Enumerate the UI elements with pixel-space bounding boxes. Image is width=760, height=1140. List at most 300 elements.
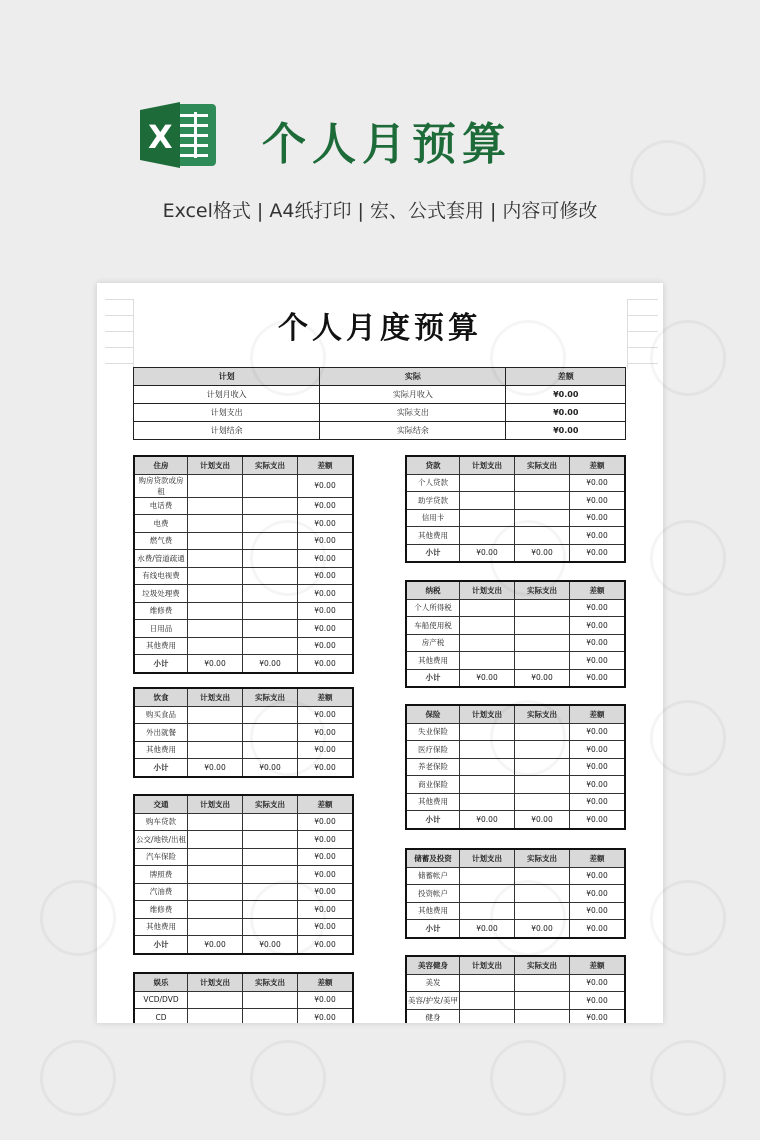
item-label: 其他费用 xyxy=(406,793,460,811)
column-header: 差额 xyxy=(298,688,354,706)
actual-cell[interactable] xyxy=(515,474,570,492)
item-label: 维修费 xyxy=(134,602,188,620)
item-label: 其他费用 xyxy=(134,741,188,759)
planned-cell[interactable] xyxy=(460,741,515,759)
item-label: 个人所得税 xyxy=(406,599,460,617)
actual-cell[interactable] xyxy=(515,509,570,527)
planned-cell[interactable] xyxy=(188,497,243,515)
column-header: 计划支出 xyxy=(460,581,515,599)
actual-cell[interactable] xyxy=(515,867,570,885)
actual-cell[interactable] xyxy=(243,706,298,724)
planned-cell[interactable] xyxy=(460,723,515,741)
actual-cell[interactable] xyxy=(515,599,570,617)
actual-cell[interactable] xyxy=(243,602,298,620)
actual-cell[interactable] xyxy=(243,848,298,866)
actual-cell[interactable] xyxy=(243,497,298,515)
subtotal-cell[interactable]: ¥0.00 xyxy=(515,669,570,687)
subtotal-row xyxy=(406,811,625,829)
diff-cell[interactable]: ¥0.00 xyxy=(298,620,354,638)
table-row xyxy=(134,422,626,440)
actual-cell[interactable] xyxy=(243,918,298,936)
planned-cell[interactable] xyxy=(460,793,515,811)
category-name: 饮食 xyxy=(134,688,188,706)
table-row xyxy=(134,866,353,884)
planned-cell[interactable] xyxy=(188,532,243,550)
actual-cell[interactable] xyxy=(515,902,570,920)
table-row xyxy=(134,901,353,919)
diff-cell[interactable]: ¥0.00 xyxy=(298,991,354,1009)
item-label: 房产税 xyxy=(406,634,460,652)
subtotal-cell[interactable]: ¥0.00 xyxy=(570,811,626,829)
planned-cell[interactable] xyxy=(188,883,243,901)
diff-cell[interactable]: ¥0.00 xyxy=(570,652,626,670)
item-label: 投资帐户 xyxy=(406,885,460,903)
subtotal-label: 小计 xyxy=(406,811,460,829)
column-header: 计划支出 xyxy=(460,456,515,474)
table-row xyxy=(134,585,353,603)
subtotal-cell[interactable]: ¥0.00 xyxy=(515,544,570,562)
watermark-mark xyxy=(24,1024,131,1131)
planned-cell[interactable] xyxy=(188,918,243,936)
excel-logo-icon xyxy=(140,100,218,170)
column-header: 差额 xyxy=(298,456,354,474)
actual-cell[interactable] xyxy=(243,567,298,585)
watermark-mark xyxy=(474,1024,581,1131)
diff-cell[interactable]: ¥0.00 xyxy=(298,1009,354,1024)
actual-cell[interactable] xyxy=(515,634,570,652)
diff-cell[interactable]: ¥0.00 xyxy=(298,602,354,620)
diff-cell[interactable]: ¥0.00 xyxy=(298,550,354,568)
planned-cell[interactable] xyxy=(460,599,515,617)
planned-cell[interactable] xyxy=(460,634,515,652)
diff-cell[interactable]: ¥0.00 xyxy=(298,515,354,533)
budget-table-left-2 xyxy=(133,794,354,955)
table-row xyxy=(134,1009,353,1024)
item-label: 其他费用 xyxy=(406,902,460,920)
actual-cell[interactable] xyxy=(243,1009,298,1024)
item-label: 电话费 xyxy=(134,497,188,515)
planned-cell[interactable] xyxy=(460,974,515,992)
table-row xyxy=(406,1009,625,1023)
diff-cell[interactable]: ¥0.00 xyxy=(298,831,354,849)
actual-cell[interactable] xyxy=(515,617,570,635)
table-row xyxy=(406,758,625,776)
item-label: 其他费用 xyxy=(134,918,188,936)
diff-cell[interactable]: ¥0.00 xyxy=(570,509,626,527)
category-name: 美容健身 xyxy=(406,956,460,974)
actual-cell[interactable] xyxy=(243,741,298,759)
summary-header: 差额 xyxy=(506,368,626,386)
diff-cell[interactable]: ¥0.00 xyxy=(570,617,626,635)
table-row xyxy=(406,492,625,510)
column-header: 差额 xyxy=(298,795,354,813)
diff-cell[interactable]: ¥0.00 xyxy=(298,883,354,901)
item-label: 维修费 xyxy=(134,901,188,919)
table-row xyxy=(406,652,625,670)
budget-table-left-1 xyxy=(133,687,354,778)
planned-cell[interactable] xyxy=(460,885,515,903)
table-row xyxy=(134,883,353,901)
table-row xyxy=(406,885,625,903)
item-label: 外出就餐 xyxy=(134,724,188,742)
table-row xyxy=(134,741,353,759)
planned-cell[interactable] xyxy=(188,637,243,655)
actual-cell[interactable] xyxy=(243,532,298,550)
item-label: 车船使用税 xyxy=(406,617,460,635)
diff-cell[interactable]: ¥0.00 xyxy=(298,724,354,742)
subtotal-row xyxy=(406,544,625,562)
actual-cell[interactable] xyxy=(243,474,298,497)
diff-cell[interactable]: ¥0.00 xyxy=(570,974,626,992)
column-header: 实际支出 xyxy=(243,795,298,813)
summary-cell[interactable]: ¥0.00 xyxy=(506,404,626,422)
summary-cell[interactable]: 实际支出 xyxy=(320,404,506,422)
actual-cell[interactable] xyxy=(243,637,298,655)
column-header: 实际支出 xyxy=(243,456,298,474)
table-row xyxy=(134,567,353,585)
summary-table xyxy=(133,367,626,440)
table-row xyxy=(134,474,353,497)
column-header: 计划支出 xyxy=(188,795,243,813)
table-row xyxy=(406,474,625,492)
diff-cell[interactable]: ¥0.00 xyxy=(298,918,354,936)
planned-cell[interactable] xyxy=(460,1009,515,1023)
actual-cell[interactable] xyxy=(243,515,298,533)
subtotal-cell[interactable]: ¥0.00 xyxy=(515,811,570,829)
subtotal-row xyxy=(134,655,353,673)
diff-cell[interactable]: ¥0.00 xyxy=(298,532,354,550)
item-label: 电费 xyxy=(134,515,188,533)
diff-cell[interactable]: ¥0.00 xyxy=(570,867,626,885)
actual-cell[interactable] xyxy=(243,585,298,603)
table-row xyxy=(134,831,353,849)
actual-cell[interactable] xyxy=(515,992,570,1010)
planned-cell[interactable] xyxy=(188,706,243,724)
subtotal-cell[interactable]: ¥0.00 xyxy=(298,936,354,954)
diff-cell[interactable]: ¥0.00 xyxy=(298,866,354,884)
summary-header: 计划 xyxy=(134,368,320,386)
subtotal-cell[interactable]: ¥0.00 xyxy=(243,759,298,777)
table-row xyxy=(406,617,625,635)
table-row xyxy=(134,386,626,404)
actual-cell[interactable] xyxy=(243,724,298,742)
diff-cell[interactable]: ¥0.00 xyxy=(570,527,626,545)
category-name: 贷款 xyxy=(406,456,460,474)
item-label: 医疗保险 xyxy=(406,741,460,759)
planned-cell[interactable] xyxy=(188,848,243,866)
diff-cell[interactable]: ¥0.00 xyxy=(298,474,354,497)
diff-cell[interactable]: ¥0.00 xyxy=(570,885,626,903)
planned-cell[interactable] xyxy=(188,515,243,533)
budget-table-right-1 xyxy=(405,580,626,688)
subtotal-label: 小计 xyxy=(406,544,460,562)
budget-table-right-3 xyxy=(405,848,626,939)
header xyxy=(0,0,760,270)
subtotal-cell[interactable]: ¥0.00 xyxy=(570,544,626,562)
subtotal-label: 小计 xyxy=(134,759,188,777)
planned-cell[interactable] xyxy=(460,758,515,776)
item-label: 信用卡 xyxy=(406,509,460,527)
table-row xyxy=(134,620,353,638)
summary-cell[interactable]: 实际结余 xyxy=(320,422,506,440)
diff-cell[interactable]: ¥0.00 xyxy=(570,599,626,617)
watermark-mark xyxy=(634,1024,741,1131)
item-label: 个人贷款 xyxy=(406,474,460,492)
item-label: 汽车保险 xyxy=(134,848,188,866)
budget-table-right-0 xyxy=(405,455,626,563)
category-name: 交通 xyxy=(134,795,188,813)
category-name: 娱乐 xyxy=(134,973,188,991)
table-row xyxy=(406,741,625,759)
planned-cell[interactable] xyxy=(188,585,243,603)
table-row xyxy=(406,599,625,617)
table-row xyxy=(134,813,353,831)
subtotal-cell[interactable]: ¥0.00 xyxy=(460,544,515,562)
column-header: 实际支出 xyxy=(243,688,298,706)
subtotal-label: 小计 xyxy=(134,936,188,954)
item-label: 垃圾处理费 xyxy=(134,585,188,603)
planned-cell[interactable] xyxy=(460,617,515,635)
column-header: 计划支出 xyxy=(188,688,243,706)
summary-cell[interactable]: 计划月收入 xyxy=(134,386,320,404)
diff-cell[interactable]: ¥0.00 xyxy=(570,902,626,920)
column-header: 计划支出 xyxy=(460,705,515,723)
subtotal-row xyxy=(406,669,625,687)
budget-table-left-3 xyxy=(133,972,354,1023)
planned-cell[interactable] xyxy=(188,831,243,849)
summary-cell[interactable]: ¥0.00 xyxy=(506,386,626,404)
actual-cell[interactable] xyxy=(515,974,570,992)
planned-cell[interactable] xyxy=(460,509,515,527)
subtotal-label: 小计 xyxy=(406,669,460,687)
actual-cell[interactable] xyxy=(243,866,298,884)
subtotal-cell[interactable]: ¥0.00 xyxy=(188,759,243,777)
table-row xyxy=(406,527,625,545)
item-label: 其他费用 xyxy=(406,527,460,545)
diff-cell[interactable]: ¥0.00 xyxy=(570,474,626,492)
table-row xyxy=(134,550,353,568)
actual-cell[interactable] xyxy=(515,652,570,670)
subtotal-cell[interactable]: ¥0.00 xyxy=(460,669,515,687)
planned-cell[interactable] xyxy=(188,741,243,759)
budget-table-left-0 xyxy=(133,455,354,674)
table-row xyxy=(406,902,625,920)
item-label: 商业保险 xyxy=(406,776,460,794)
planned-cell[interactable] xyxy=(188,567,243,585)
planned-cell[interactable] xyxy=(188,1009,243,1024)
item-label: 失业保险 xyxy=(406,723,460,741)
subtotal-cell[interactable]: ¥0.00 xyxy=(460,920,515,938)
actual-cell[interactable] xyxy=(243,813,298,831)
planned-cell[interactable] xyxy=(188,724,243,742)
summary-cell[interactable]: ¥0.00 xyxy=(506,422,626,440)
subtotal-row xyxy=(134,759,353,777)
actual-cell[interactable] xyxy=(515,723,570,741)
planned-cell[interactable] xyxy=(188,813,243,831)
column-header: 计划支出 xyxy=(188,456,243,474)
page-subtitle: Excel格式 | A4纸打印 | 宏、公式套用 | 内容可修改 xyxy=(162,200,598,222)
watermark-mark xyxy=(234,1024,341,1131)
actual-cell[interactable] xyxy=(243,831,298,849)
column-header: 差额 xyxy=(298,973,354,991)
diff-cell[interactable]: ¥0.00 xyxy=(570,1009,626,1023)
diff-cell[interactable]: ¥0.00 xyxy=(298,567,354,585)
table-row xyxy=(134,706,353,724)
diff-cell[interactable]: ¥0.00 xyxy=(570,634,626,652)
table-row xyxy=(134,515,353,533)
diff-cell[interactable]: ¥0.00 xyxy=(570,492,626,510)
budget-table-right-2 xyxy=(405,704,626,830)
subtotal-cell[interactable]: ¥0.00 xyxy=(460,811,515,829)
planned-cell[interactable] xyxy=(188,620,243,638)
diff-cell[interactable]: ¥0.00 xyxy=(298,741,354,759)
column-header: 差额 xyxy=(570,849,626,867)
category-name: 储蓄及投资 xyxy=(406,849,460,867)
diff-cell[interactable]: ¥0.00 xyxy=(298,497,354,515)
item-label: 日用品 xyxy=(134,620,188,638)
subtotal-cell[interactable]: ¥0.00 xyxy=(298,759,354,777)
subtotal-cell[interactable]: ¥0.00 xyxy=(243,655,298,673)
planned-cell[interactable] xyxy=(188,866,243,884)
item-label: 其他费用 xyxy=(406,652,460,670)
diff-cell[interactable]: ¥0.00 xyxy=(570,723,626,741)
actual-cell[interactable] xyxy=(515,885,570,903)
actual-cell[interactable] xyxy=(243,991,298,1009)
item-label: CD xyxy=(134,1009,188,1024)
column-header: 实际支出 xyxy=(515,581,570,599)
planned-cell[interactable] xyxy=(460,527,515,545)
table-row xyxy=(134,532,353,550)
item-label: VCD/DVD xyxy=(134,991,188,1009)
table-row xyxy=(406,634,625,652)
actual-cell[interactable] xyxy=(243,901,298,919)
column-header: 实际支出 xyxy=(515,956,570,974)
planned-cell[interactable] xyxy=(188,991,243,1009)
summary-cell[interactable]: 计划支出 xyxy=(134,404,320,422)
diff-cell[interactable]: ¥0.00 xyxy=(570,776,626,794)
table-row xyxy=(134,724,353,742)
table-row xyxy=(406,992,625,1010)
actual-cell[interactable] xyxy=(243,550,298,568)
actual-cell[interactable] xyxy=(515,776,570,794)
column-header: 计划支出 xyxy=(460,956,515,974)
actual-cell[interactable] xyxy=(515,1009,570,1023)
logo-letter: X xyxy=(148,118,173,156)
subtotal-row xyxy=(406,920,625,938)
subtotal-cell[interactable]: ¥0.00 xyxy=(298,655,354,673)
summary-cell[interactable]: 计划结余 xyxy=(134,422,320,440)
actual-cell[interactable] xyxy=(515,793,570,811)
table-row xyxy=(406,723,625,741)
summary-header: 实际 xyxy=(320,368,506,386)
column-header: 差额 xyxy=(570,456,626,474)
item-label: 养老保险 xyxy=(406,758,460,776)
item-label: 购车贷款 xyxy=(134,813,188,831)
page-title: 个人月预算 xyxy=(262,119,512,170)
item-label: 其他费用 xyxy=(134,637,188,655)
budget-table-right-4 xyxy=(405,955,626,1023)
diff-cell[interactable]: ¥0.00 xyxy=(570,741,626,759)
planned-cell[interactable] xyxy=(188,474,243,497)
actual-cell[interactable] xyxy=(243,620,298,638)
item-label: 美发 xyxy=(406,974,460,992)
planned-cell[interactable] xyxy=(460,992,515,1010)
item-label: 购房贷款或房租 xyxy=(134,474,188,497)
actual-cell[interactable] xyxy=(515,527,570,545)
diff-cell[interactable]: ¥0.00 xyxy=(570,758,626,776)
planned-cell[interactable] xyxy=(460,776,515,794)
diff-cell[interactable]: ¥0.00 xyxy=(298,706,354,724)
planned-cell[interactable] xyxy=(188,602,243,620)
diff-cell[interactable]: ¥0.00 xyxy=(298,637,354,655)
subtotal-cell[interactable]: ¥0.00 xyxy=(570,669,626,687)
category-name: 纳税 xyxy=(406,581,460,599)
diff-cell[interactable]: ¥0.00 xyxy=(298,585,354,603)
item-label: 健身 xyxy=(406,1009,460,1023)
actual-cell[interactable] xyxy=(515,741,570,759)
subtotal-cell[interactable]: ¥0.00 xyxy=(188,936,243,954)
table-row xyxy=(406,974,625,992)
summary-cell[interactable]: 实际月收入 xyxy=(320,386,506,404)
diff-cell[interactable]: ¥0.00 xyxy=(570,992,626,1010)
table-row xyxy=(134,602,353,620)
item-label: 有线电视费 xyxy=(134,567,188,585)
planned-cell[interactable] xyxy=(188,901,243,919)
table-row xyxy=(134,848,353,866)
column-header: 差额 xyxy=(570,581,626,599)
planned-cell[interactable] xyxy=(460,474,515,492)
table-row xyxy=(406,776,625,794)
column-header: 计划支出 xyxy=(188,973,243,991)
planned-cell[interactable] xyxy=(460,867,515,885)
column-header: 实际支出 xyxy=(515,849,570,867)
item-label: 购买食品 xyxy=(134,706,188,724)
item-label: 储蓄帐户 xyxy=(406,867,460,885)
subtotal-label: 小计 xyxy=(406,920,460,938)
subtotal-row xyxy=(134,936,353,954)
item-label: 助学贷款 xyxy=(406,492,460,510)
diff-cell[interactable]: ¥0.00 xyxy=(298,901,354,919)
actual-cell[interactable] xyxy=(515,758,570,776)
spreadsheet-preview xyxy=(97,283,663,1023)
column-header: 实际支出 xyxy=(515,456,570,474)
planned-cell[interactable] xyxy=(460,902,515,920)
category-name: 住房 xyxy=(134,456,188,474)
subtotal-cell[interactable]: ¥0.00 xyxy=(570,920,626,938)
table-row xyxy=(134,637,353,655)
subtotal-cell[interactable]: ¥0.00 xyxy=(188,655,243,673)
actual-cell[interactable] xyxy=(515,492,570,510)
planned-cell[interactable] xyxy=(460,492,515,510)
table-row xyxy=(134,497,353,515)
column-header: 差额 xyxy=(570,705,626,723)
diff-cell[interactable]: ¥0.00 xyxy=(570,793,626,811)
subtotal-cell[interactable]: ¥0.00 xyxy=(243,936,298,954)
planned-cell[interactable] xyxy=(460,652,515,670)
item-label: 燃气费 xyxy=(134,532,188,550)
table-row xyxy=(134,918,353,936)
table-row xyxy=(134,991,353,1009)
planned-cell[interactable] xyxy=(188,550,243,568)
subtotal-cell[interactable]: ¥0.00 xyxy=(515,920,570,938)
diff-cell[interactable]: ¥0.00 xyxy=(298,813,354,831)
subtotal-label: 小计 xyxy=(134,655,188,673)
sheet-title: 个人月度预算 xyxy=(278,311,482,346)
actual-cell[interactable] xyxy=(243,883,298,901)
item-label: 牌照费 xyxy=(134,866,188,884)
item-label: 水费/管道疏通 xyxy=(134,550,188,568)
diff-cell[interactable]: ¥0.00 xyxy=(298,848,354,866)
